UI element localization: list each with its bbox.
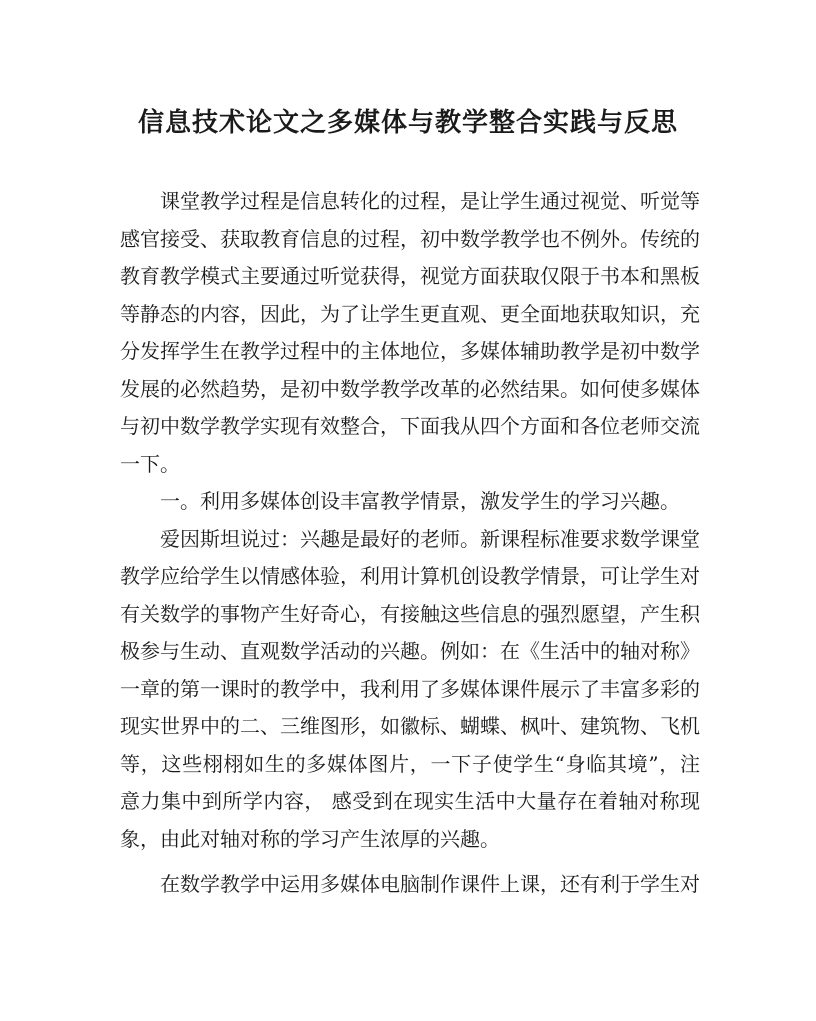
paragraph-intro: 课堂教学过程是信息转化的过程，是让学生通过视觉、听觉等感官接受、获取教育信息的过程，初中数学教学也不例外。传统的教育教学模式主要通过听觉获得，视觉方面获取仅限于书本和黑板等静态的内容，因此，为了让学生更直观、更全面地获取知识，充分发挥学生在教学过程中的主体地位，多媒体辅助教学是初中数学发展的必然趋势，是初中数学教学改革的必然结果。如何使多媒体与初中数学教学实现有效整合，下面我从四个方面和各位老师交流一下。: [120, 189, 700, 476]
document-body: [120, 183, 700, 904]
paragraph-multimedia: 在数学教学中运用多媒体电脑制作课件上课，还有利于学生对: [160, 872, 700, 896]
section-heading-1: 一。利用多媒体创设丰富教学情景，激发学生的学习兴趣。: [160, 489, 680, 513]
document-title: 信息技术论文之多媒体与教学整合实践与反思: [137, 108, 678, 138]
paragraph-interest: 爱因斯坦说过：兴趣是最好的老师。新课程标准要求数学课堂教学应给学生以情感体验，利用计算机创设教学情景，可让学生对有关数学的事物产生好奇心，有接触这些信息的强烈愿望，产生积极参与生动、直观数学活动的兴趣。例如：在《生活中的轴对称》一章的第一课时的教学中，我利用了多媒体课件展示了丰富多彩的现实世界中的二、三维图形，如徽标、蝴蝶、枫叶、建筑物、飞机等，这些栩栩如生的多媒体图片，一下子使学生“身临其境”，注意力集中到所学内容， 感受到在现实生活中大量存在着轴对称现象，由此对轴对称的学习产生浓厚的兴趣。: [120, 526, 700, 851]
